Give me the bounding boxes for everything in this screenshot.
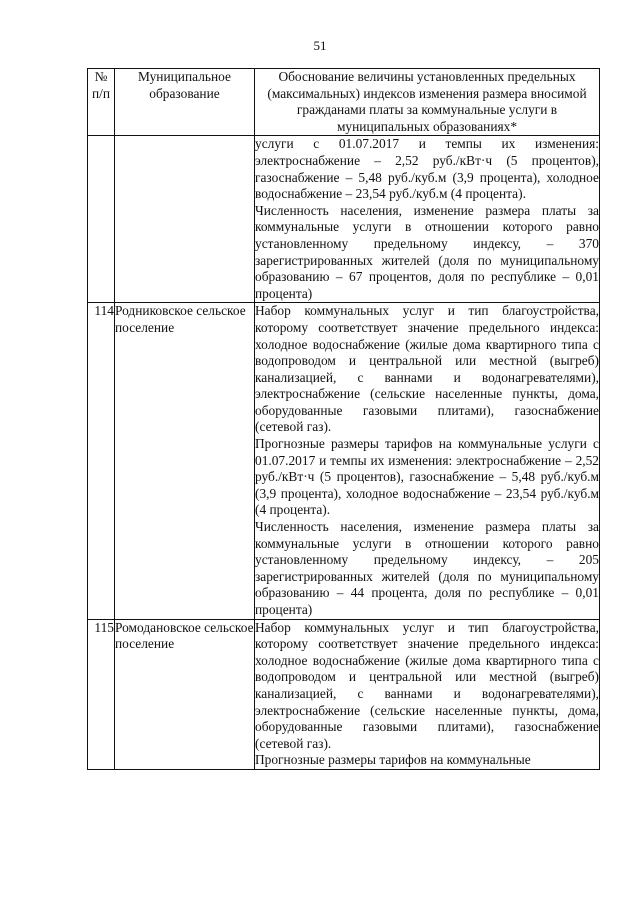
row-municipality: Родниковское сельское поселение <box>115 303 255 619</box>
table-row <box>88 303 600 619</box>
row-justification <box>255 136 600 303</box>
tariff-justification-table <box>87 68 600 770</box>
row-municipality <box>115 136 255 303</box>
header-municipality: Муниципальное образование <box>115 69 255 136</box>
table-row <box>88 619 600 769</box>
justification-paragraph: услуги с 01.07.2017 и темпы их изменения: электроснабжение – 2,52 руб./кВт·ч (5 процентов), газоснабжение – 5,48 руб./куб.м (3,9 процента), холодное водоснабжение – 23,54 руб./куб.м (4 процента). <box>255 136 599 202</box>
table-header-row <box>88 69 600 136</box>
row-justification <box>255 619 600 769</box>
page-number: 51 <box>313 38 327 53</box>
justification-paragraph: Численность населения, изменение размера платы за коммунальные услуги в отношении которого равно установленному предельному индексу, – 205 зарегистрированных жителей (доля по муниципальному образованию – 44 процента, доля по республике – 0,01 процента) <box>255 519 599 617</box>
header-justification: Обоснование величины установленных предельных (максимальных) индексов изменения размера вносимой гражданами платы за коммунальные услуги в муниципальных образованиях* <box>255 69 600 136</box>
justification-paragraph: Набор коммунальных услуг и тип благоустройства, которому соответствует значение предельного индекса: холодное водоснабжение (жилые дома квартирного типа с водопроводом и центральной или местной (выгреб) канализацией, с ваннами и водонагревателями), электроснабжение (сельские населенные пункты, дома, оборудованные газовыми плитами), газоснабжение (сетевой газ). <box>255 619 599 751</box>
row-number: 115 <box>88 619 115 769</box>
justification-paragraph: Прогнозные размеры тарифов на коммунальные <box>255 752 531 768</box>
row-number <box>88 136 115 303</box>
justification-paragraph: Численность населения, изменение размера платы за коммунальные услуги в отношении которого равно установленному предельному индексу, – 370 зарегистрированных жителей (доля по муниципальному образованию – 67 процентов, доля по республике – 0,01 процента) <box>255 202 599 301</box>
header-number: № п/п <box>88 69 115 136</box>
justification-paragraph: Прогнозные размеры тарифов на коммунальные услуги с 01.07.2017 и темпы их изменения: электроснабжение – 2,52 руб./кВт·ч (5 процентов), газоснабжение – 5,48 руб./куб.м (3,9 процента), холодное водоснабжение – 23,54 руб./куб.м (4 процента). <box>255 436 599 518</box>
justification-paragraph: Набор коммунальных услуг и тип благоустройства, которому соответствует значение предельного индекса: холодное водоснабжение (жилые дома квартирного типа с водопроводом и центральной или местной (выгреб) канализацией, с ваннами и водонагревателями), электроснабжение (сельские населенные пункты, дома, оборудованные газовыми плитами), газоснабжение (сетевой газ). <box>255 303 599 435</box>
row-municipality: Ромодановское сельское поселение <box>115 619 255 769</box>
row-justification <box>255 303 600 619</box>
row-number: 114 <box>88 303 115 619</box>
table-row <box>88 136 600 303</box>
